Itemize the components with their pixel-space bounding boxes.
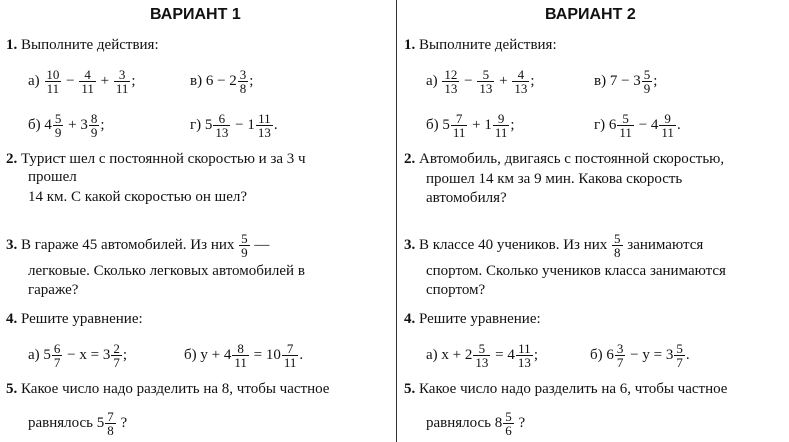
v2-task1-v: в) 7 − 3 $\frac{5}{9}$ ; (594, 67, 658, 96)
fraction: $\frac{5}{6}$ (505, 409, 512, 438)
fraction: $\frac{5}{7}$ (676, 341, 683, 370)
v2-task1-b: б) 5 $\frac{7}{11}$ + 1 $\frac{9}{11}$ ; (426, 111, 515, 140)
v1-task1-heading: 1. Выполните действия: (6, 37, 159, 53)
v2-task3-line2: спортом. Сколько учеников класса занимаются (426, 263, 726, 279)
v1-task1-v: в) 6 − 2 $\frac{3}{8}$ ; (190, 67, 254, 96)
fraction: $\frac{5}{9}$ (643, 67, 651, 96)
fraction: $\frac{5}{13}$ (479, 67, 493, 96)
v1-task4-a: а) 5 $\frac{6}{7}$ − x = 3 $\frac{2}{7}$ ; (28, 341, 127, 370)
v2-task4-a: а) x + 2 $\frac{5}{13}$ = 4 $\frac{11}{13}$ ; (426, 341, 539, 370)
fraction: $\frac{3}{7}$ (616, 341, 624, 370)
v1-task4-heading: 4. Решите уравнение: (6, 311, 143, 327)
fraction: $\frac{10}{11}$ (46, 67, 60, 96)
v2-task2-line1: 2. Автомобиль, двигаясь с постоянной скоростью, (404, 151, 725, 167)
v1-task1-b: б) 4 $\frac{5}{9}$ + 3 $\frac{8}{9}$ ; (28, 111, 105, 140)
v2-task3-line1: 3. В классе 40 учеников. Из них $\frac{5}{8}$ занимаются (404, 231, 704, 260)
fraction: $\frac{5}{9}$ (241, 231, 248, 260)
v2-task2-line2: прошел 14 км за 9 мин. Какова скорость (426, 171, 683, 187)
fraction: $\frac{8}{9}$ (90, 111, 98, 140)
fraction: $\frac{7}{11}$ (452, 111, 466, 140)
v1-task1-a: а) $\frac{10}{11}$ − $\frac{4}{11}$ + $\frac{3}{11}$ ; (28, 67, 136, 96)
v1-task2-line3: 14 км. С какой скоростью он шел? (28, 189, 248, 205)
v2-task5-line2: равнялось 8 $\frac{5}{6}$ ? (426, 409, 526, 438)
fraction: $\frac{8}{11}$ (234, 341, 247, 370)
fraction: $\frac{3}{8}$ (239, 67, 247, 96)
v1-task5-line2: равнялось 5 $\frac{7}{8}$ ? (28, 409, 128, 438)
fraction: $\frac{11}{13}$ (517, 341, 531, 370)
v2-task4-heading: 4. Решите уравнение: (404, 311, 541, 327)
v2-task2-line3: автомобиля? (426, 190, 507, 206)
v2-task5-line1: 5. Какое число надо разделить на 6, чтобы частное (404, 381, 728, 397)
fraction: $\frac{7}{8}$ (107, 409, 114, 438)
v1-task1-g: г) 5 $\frac{6}{13}$ − 1 $\frac{11}{13}$ . (190, 111, 278, 140)
fraction: $\frac{7}{11}$ (283, 341, 297, 370)
v1-task4-b: б) y + 4 $\frac{8}{11}$ = 10 $\frac{7}{11}$ . (184, 341, 304, 370)
fraction: $\frac{6}{13}$ (215, 111, 229, 140)
v2-task1-heading: 1. Выполните действия: (404, 37, 557, 53)
variant2-title: ВАРИАНТ 2 (545, 6, 636, 23)
v1-task3-line2: легковые. Сколько легковых автомобилей в (28, 263, 305, 279)
fraction: $\frac{3}{11}$ (115, 67, 129, 96)
v1-task2-line1: 2. Турист шел с постоянной скоростью и за 3 ч (6, 151, 306, 167)
fraction: $\frac{9}{11}$ (494, 111, 508, 140)
variant1-title: ВАРИАНТ 1 (150, 6, 241, 23)
fraction: $\frac{4}{13}$ (514, 67, 528, 96)
column-divider (396, 0, 397, 442)
v2-task3-line3: спортом? (426, 282, 486, 298)
fraction: $\frac{4}{11}$ (81, 67, 94, 96)
v2-task4-b: б) 6 $\frac{3}{7}$ − y = 3 $\frac{5}{7}$ . (590, 341, 690, 370)
v1-task3-line1: 3. В гараже 45 автомобилей. Из них $\frac{5}{9}$ — (6, 231, 270, 260)
fraction: $\frac{9}{11}$ (661, 111, 674, 140)
fraction: $\frac{2}{7}$ (113, 341, 120, 370)
v1-task3-line3: гараже? (28, 282, 79, 298)
fraction: $\frac{12}{13}$ (444, 67, 458, 96)
v2-task1-g: г) 6 $\frac{5}{11}$ − 4 $\frac{9}{11}$ . (594, 111, 681, 140)
fraction: $\frac{5}{9}$ (54, 111, 62, 140)
fraction: $\frac{5}{8}$ (614, 231, 621, 260)
v2-task1-a: а) $\frac{12}{13}$ − $\frac{5}{13}$ + $\frac{4}{13}$ ; (426, 67, 535, 96)
fraction: $\frac{5}{13}$ (475, 341, 489, 370)
fraction: $\frac{11}{13}$ (257, 111, 271, 140)
v1-task2-line2: прошел (28, 169, 77, 185)
fraction: $\frac{5}{11}$ (619, 111, 632, 140)
v1-task5-line1: 5. Какое число надо разделить на 8, чтобы частное (6, 381, 330, 397)
fraction: $\frac{6}{7}$ (53, 341, 61, 370)
